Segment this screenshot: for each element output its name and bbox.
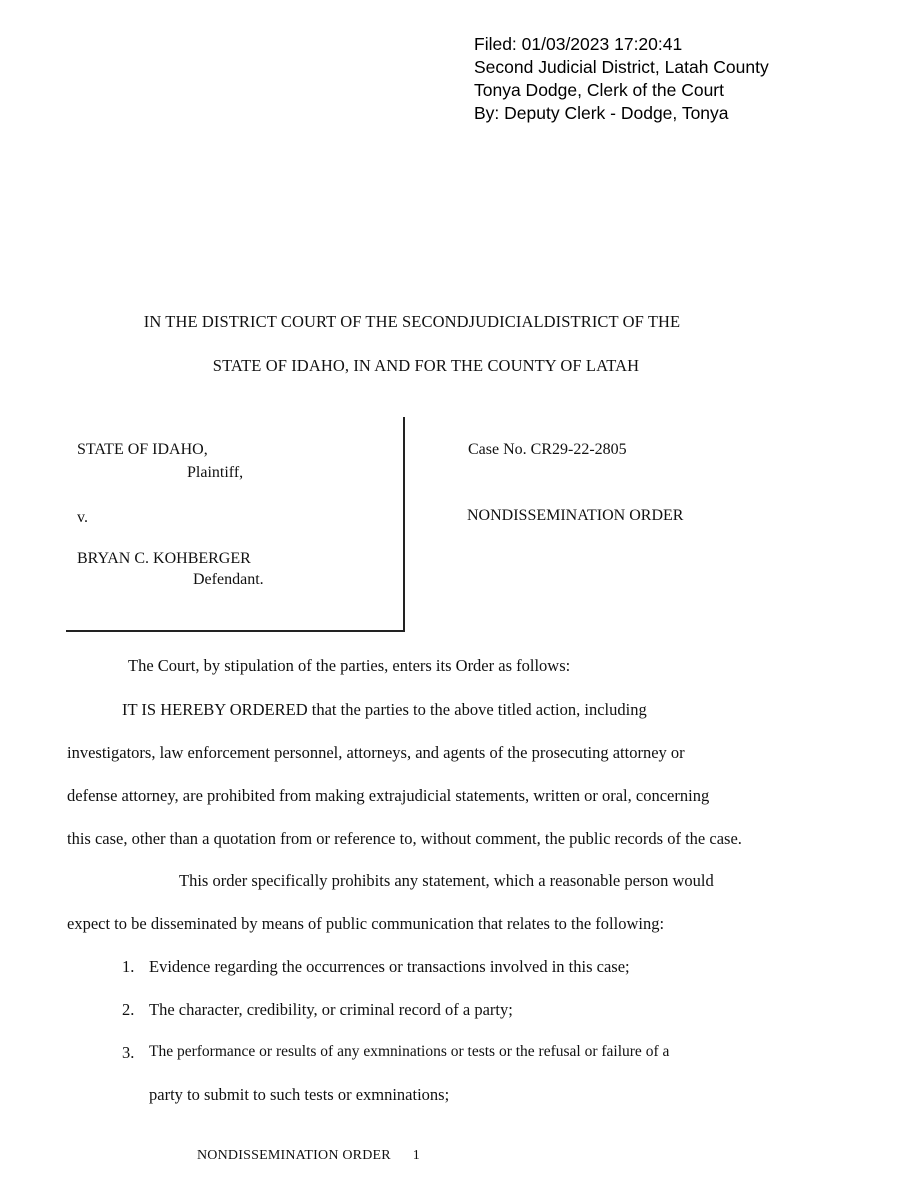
list-item-text: The character, credibility, or criminal record of a party; (149, 1000, 513, 1019)
order-line: this case, other than a quotation from or reference to, without comment, the public records of the case. (67, 829, 742, 848)
document-title: NONDISSEMINATION ORDER (467, 507, 684, 524)
court-heading-line-1: IN THE DISTRICT COURT OF THE SECONDJUDICIALDISTRICT OF THE (143, 312, 681, 331)
intro-paragraph: The Court, by stipulation of the parties, enters its Order as follows: (128, 656, 571, 675)
filing-clerk: Tonya Dodge, Clerk of the Court (474, 80, 724, 100)
prohibits-line: expect to be disseminated by means of public communication that relates to the following: (67, 914, 665, 933)
caption-divider-horizontal (66, 630, 405, 632)
court-heading-line-2: STATE OF IDAHO, IN AND FOR THE COUNTY OF LATAH (212, 356, 640, 375)
list-item-number: 1. (122, 957, 135, 976)
case-number: Case No. CR29-22-2805 (468, 441, 627, 458)
page-footer (197, 1148, 420, 1164)
order-line: defense attorney, are prohibited from making extrajudicial statements, written or oral, concerning (67, 786, 710, 805)
plaintiff-name: STATE OF IDAHO, (77, 441, 208, 458)
list-item-text: Evidence regarding the occurrences or transactions involved in this case; (149, 957, 630, 976)
caption-divider-vertical (403, 417, 405, 631)
page-number: 1 (412, 1148, 420, 1163)
filing-date: Filed: 01/03/2023 17:20:41 (474, 34, 683, 54)
defendant-name: BRYAN C. KOHBERGER (77, 550, 251, 567)
defendant-role: Defendant. (193, 571, 264, 588)
footer-label: NONDISSEMINATION ORDER (197, 1148, 391, 1163)
prohibits-line: This order specifically prohibits any statement, which a reasonable person would (179, 871, 714, 890)
list-item-number: 3. (122, 1043, 135, 1062)
filing-deputy: By: Deputy Clerk - Dodge, Tonya (474, 103, 729, 123)
order-line: investigators, law enforcement personnel, attorneys, and agents of the prosecuting attorney or (67, 743, 685, 762)
versus-label: v. (77, 509, 88, 526)
list-item-text: The performance or results of any exmninations or tests or the refusal or failure of a (149, 1043, 670, 1060)
list-item-number: 2. (122, 1000, 135, 1019)
order-line: IT IS HEREBY ORDERED that the parties to the above titled action, including (122, 700, 647, 719)
filing-stamp (474, 33, 769, 125)
filing-district: Second Judicial District, Latah County (474, 57, 769, 77)
plaintiff-role: Plaintiff, (187, 464, 244, 481)
list-item-continuation: party to submit to such tests or exmninations; (149, 1085, 450, 1104)
